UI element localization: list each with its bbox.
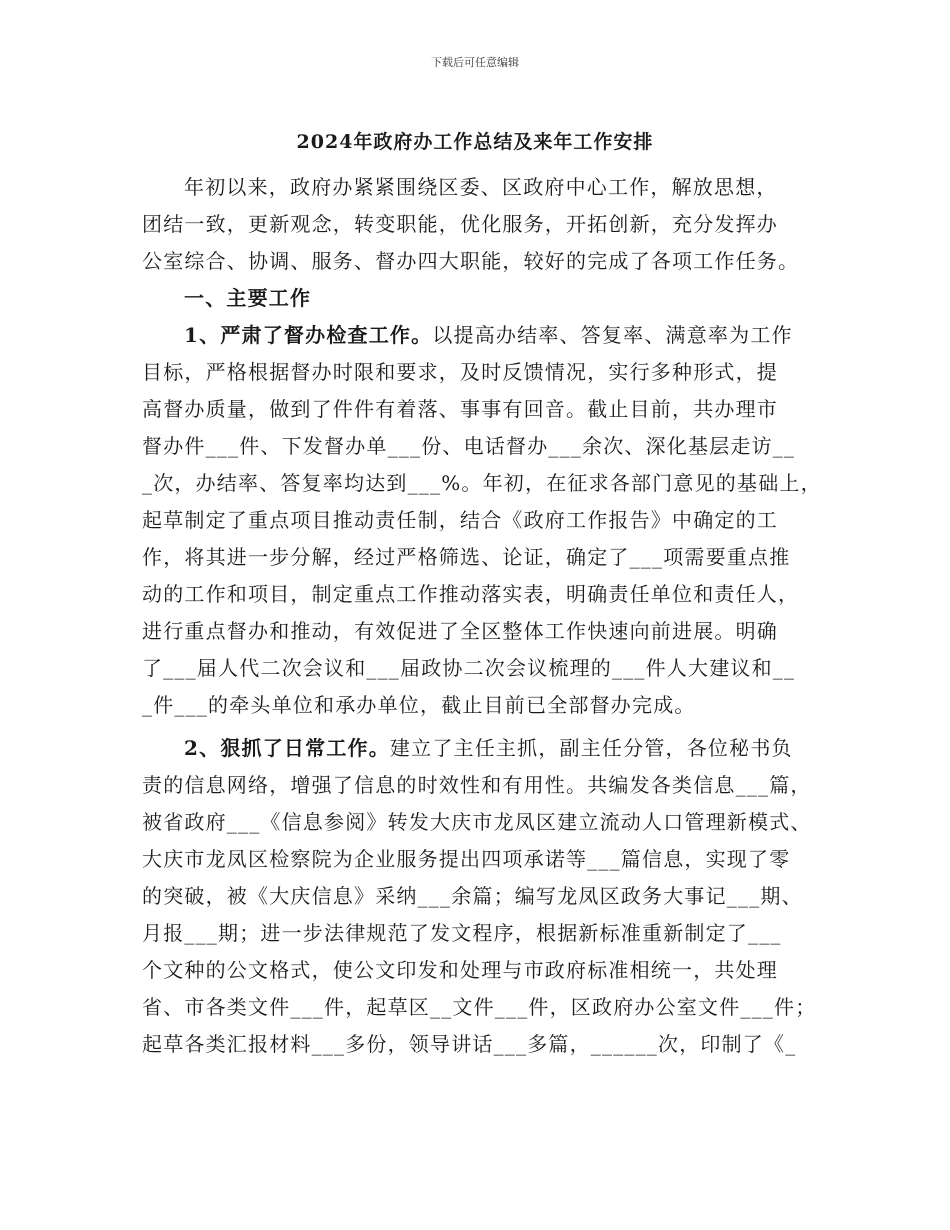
item2-line: 个文种的公文格式，使公文印发和处理与市政府标准相统一，共处理 xyxy=(142,958,778,982)
item2-heading: 2、狠抓了日常工作。 xyxy=(184,736,390,760)
item2-line: 大庆市龙凤区检察院为企业服务提出四项承诺等___篇信息，实现了零 xyxy=(142,847,791,871)
item1-line: 起草制定了重点项目推动责任制，结合《政府工作报告》中确定的工 xyxy=(142,508,778,532)
item2-line: 被省政府___《信息参阅》转发大庆市龙凤区建立流动人口管理新模式、 xyxy=(142,810,812,834)
item2-first-line xyxy=(184,736,793,760)
item1-line: 高督办质量，做到了件件有着落、事事有回音。截止目前，共办理市 xyxy=(142,397,778,421)
item1-line: 了___届人代二次会议和___届政协二次会议梳理的___件人大建议和__ xyxy=(142,656,796,680)
item1-line: _件___的牵头单位和承办单位，截止目前已全部督办完成。 xyxy=(142,693,696,717)
item1-first-line xyxy=(184,323,793,347)
item1-line: 动的工作和项目，制定重点工作推动落实表，明确责任单位和责任人， xyxy=(142,582,800,606)
item2-line: 月报___期；进一步法律规范了发文程序，根据新标准重新制定了___ xyxy=(142,921,782,945)
section-heading: 一、主要工作 xyxy=(184,286,312,310)
page-title: 2024年政府办工作总结及来年工作安排 xyxy=(296,131,654,153)
intro-line: 年初以来，政府办紧紧围绕区委、区政府中心工作，解放思想， xyxy=(184,175,778,199)
item2-line: 省、市各类文件___件，起草区__文件___件，区政府办公室文件___件； xyxy=(142,995,817,1019)
header-note: 下载后可任意编辑 xyxy=(431,56,519,69)
item1-heading: 1、严肃了督办检查工作。 xyxy=(184,323,433,347)
item1-line: _次，办结率、答复率均达到___%。年初，在征求各部门意见的基础上， xyxy=(142,471,822,495)
item1-line: 作，将其进一步分解，经过严格筛选、论证，确定了___项需要重点推 xyxy=(142,545,791,569)
item2-line: 起草各类汇报材料___多份，领导讲话___多篇，______次，印制了《_ xyxy=(142,1032,797,1056)
item2-line: 责的信息网络，增强了信息的时效性和有用性。共编发各类信息___篇， xyxy=(142,773,812,797)
item1-first-line-text: 以提高办结率、答复率、满意率为工作 xyxy=(432,323,793,347)
item2-first-line-text: 建立了主任主抓，副主任分管，各位秘书负 xyxy=(389,736,793,760)
intro-line: 团结一致，更新观念，转变职能，优化服务，开拓创新，充分发挥办 xyxy=(142,212,778,236)
item1-line: 目标，严格根据督办时限和要求，及时反馈情况，实行多种形式，提 xyxy=(142,360,778,384)
item1-line: 督办件___件、下发督办单___份、电话督办___余次、深化基层走访__ xyxy=(142,434,796,458)
item2-line: 的突破，被《大庆信息》采纳___余篇；编写龙凤区政务大事记___期、 xyxy=(142,884,803,908)
intro-line: 公室综合、协调、服务、督办四大职能，较好的完成了各项工作任务。 xyxy=(142,249,800,273)
item1-line: 进行重点督办和推动，有效促进了全区整体工作快速向前进展。明确 xyxy=(142,619,778,643)
